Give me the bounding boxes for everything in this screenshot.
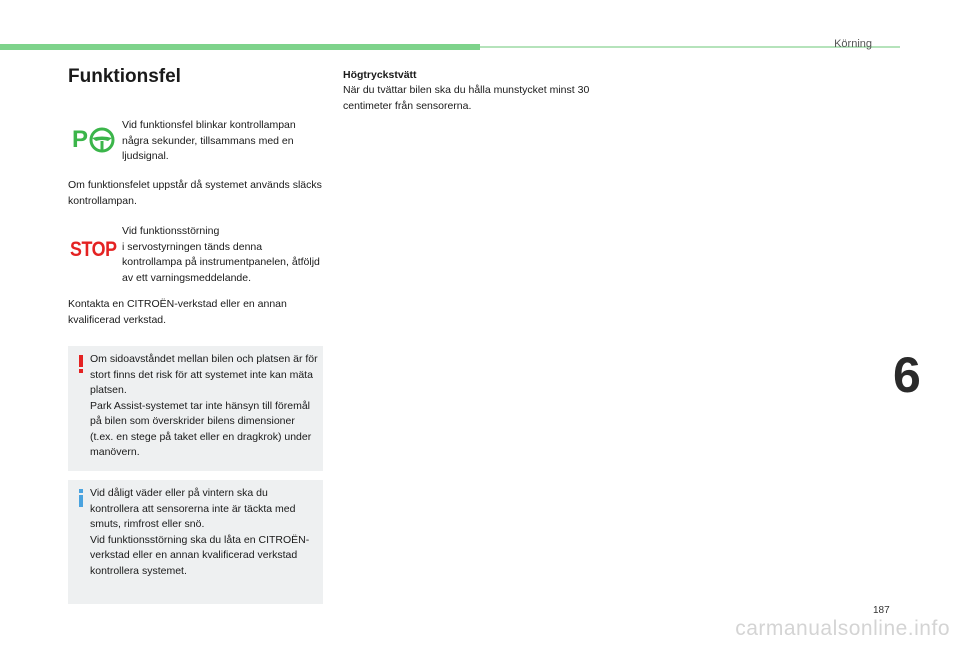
- stop-warning-icon: STOP: [70, 238, 117, 261]
- section-label: Körning: [834, 38, 872, 50]
- stop-description: [122, 224, 322, 286]
- pressure-wash-heading: Högtryckstvätt: [343, 69, 417, 81]
- stop-description-line2: i servostyrningen tänds denna kontrollampa på instrumentpanelen, åtföljd av ett varningsmeddelande.: [122, 240, 320, 284]
- park-assist-steering-icon: [72, 124, 118, 154]
- paragraph-malfunction-off: Om funktionsfelet uppstår då systemet används släcks kontrollampan.: [68, 179, 322, 207]
- info-text: [90, 486, 318, 579]
- warning-box: [68, 346, 323, 471]
- warning-paragraph-1: Om sidoavståndet mellan bilen och platsen är för stort finns det risk för att systemet inte kan mäta platsen.: [90, 353, 318, 396]
- page-number: 187: [873, 605, 890, 616]
- svg-text:P: P: [72, 126, 89, 153]
- page-title: Funktionsfel: [68, 66, 181, 87]
- chapter-number: 6: [893, 347, 921, 403]
- info-box: [68, 480, 323, 604]
- stop-description-line1: Vid funktionsstörning: [122, 225, 220, 237]
- warning-text: [90, 352, 318, 461]
- info-paragraph-2: Vid funktionsstörning ska du låta en CITROËN-verkstad eller en annan kvalificerad verkstad kontrollera systemet.: [90, 533, 310, 577]
- paragraph-contact-workshop: Kontakta en CITROËN-verkstad eller en annan kvalificerad verkstad.: [68, 298, 287, 326]
- p-icon-description: Vid funktionsfel blinkar kontrollampan några sekunder, tillsammans med en ljudsignal.: [122, 119, 296, 162]
- info-paragraph-1: Vid dåligt väder eller på vintern ska du kontrollera att sensorerna inte är täckta med smuts, rimfrost eller snö.: [90, 487, 296, 530]
- watermark: carmanualsonline.info: [735, 617, 950, 640]
- exclamation-icon: [76, 354, 86, 379]
- header-accent-bar: [0, 44, 480, 50]
- warning-paragraph-2: Park Assist-systemet tar inte hänsyn till föremål på bilen som överskrider bilens dimensioner (t.ex. en stege på taket eller en dragkrok) under manövern.: [90, 399, 312, 458]
- right-column: [343, 68, 603, 114]
- pressure-wash-text: När du tvättar bilen ska du hålla munstycket minst 30 centimeter från sensorerna.: [343, 84, 590, 112]
- info-icon: [76, 488, 86, 513]
